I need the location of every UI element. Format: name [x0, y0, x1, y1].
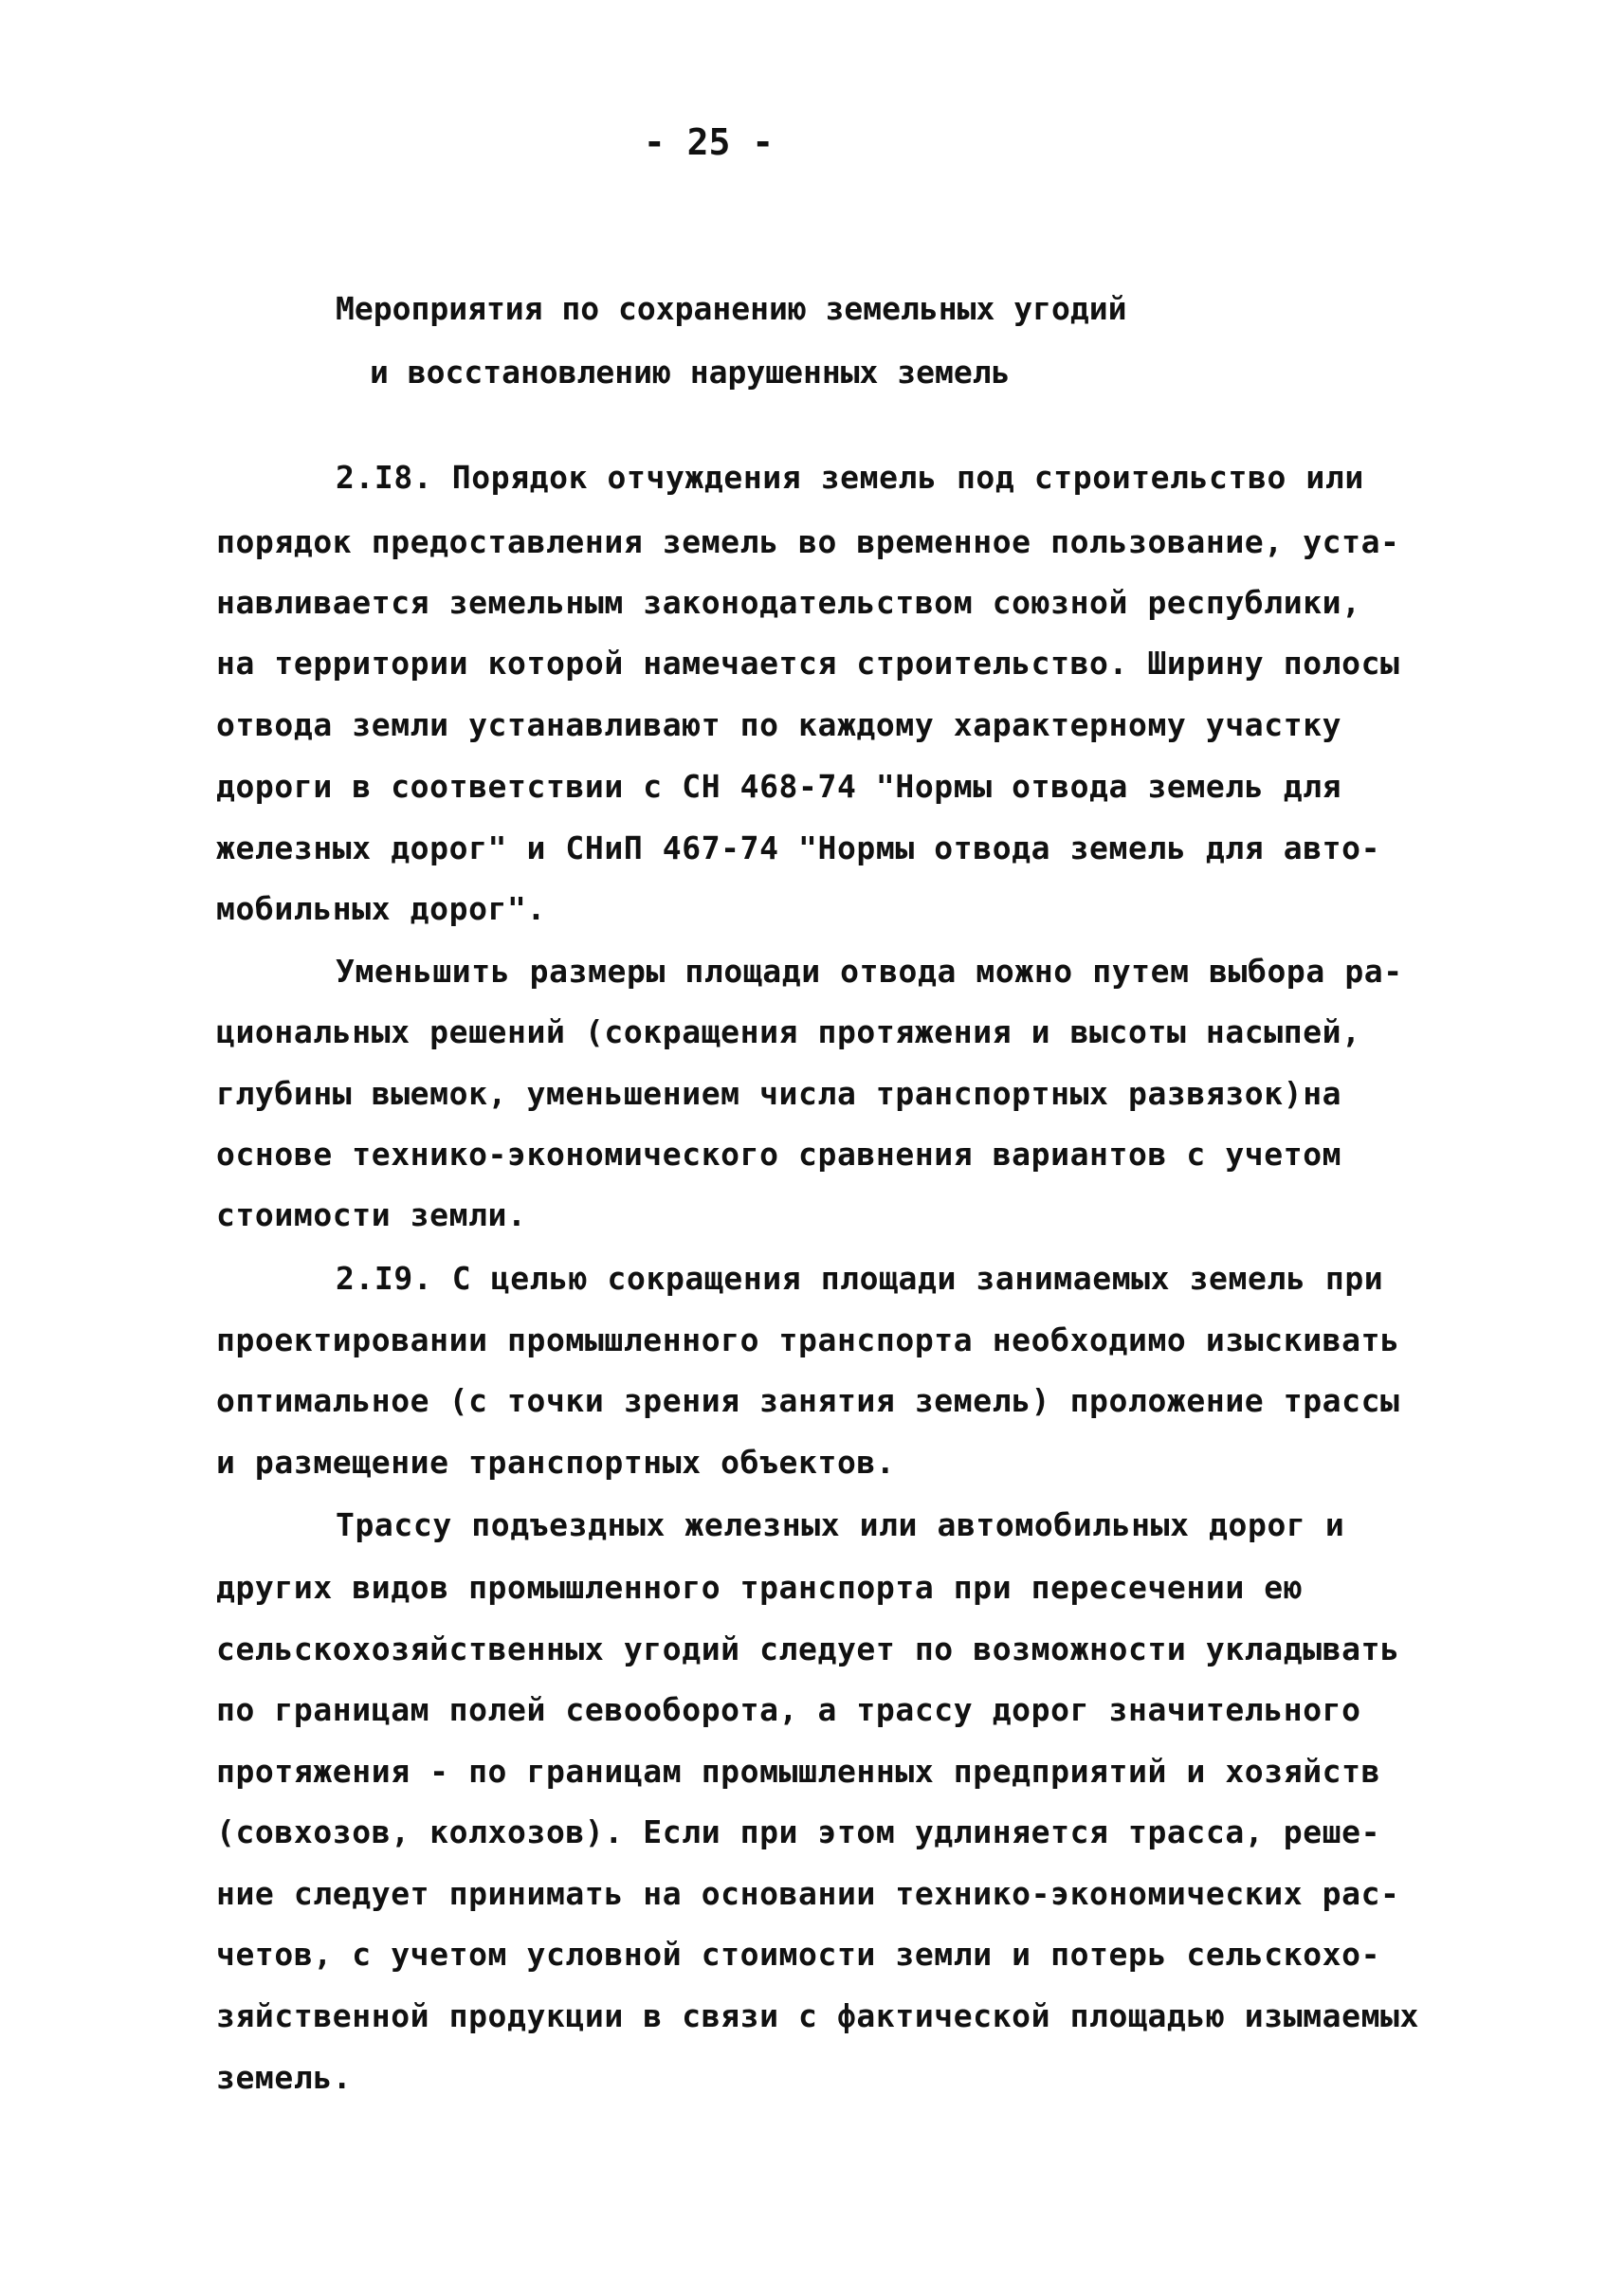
text-line: сельскохозяйственных угодий следует по возможности укладывать — [216, 1630, 1400, 1667]
text-line: Уменьшить размеры площади отвода можно путем выбора ра- — [336, 953, 1403, 990]
text-line: глубины выемок, уменьшением числа транспортных развязок)на — [216, 1075, 1342, 1112]
text-line: на территории которой намечается строительство. Ширину полосы — [216, 645, 1400, 682]
text-line: стоимости земли. — [216, 1196, 527, 1233]
text-line: циональных решений (сокращения протяжения и высоты насыпей, — [216, 1013, 1361, 1050]
text-line: железных дорог" и СНиП 467-74 "Нормы отвода земель для авто- — [216, 829, 1381, 866]
section-heading-line-1: Мероприятия по сохранению земельных угодий — [336, 290, 1127, 327]
text-line: ние следует принимать на основании технико-экономических рас- — [216, 1875, 1400, 1912]
section-heading-line-2: и восстановлению нарушенных земель — [370, 354, 1011, 391]
text-line: и размещение транспортных объектов. — [216, 1444, 896, 1481]
text-line: отвода земли устанавливают по каждому характерному участку — [216, 706, 1342, 743]
text-line: зяйственной продукции в связи с фактической площадью изымаемых — [216, 1997, 1419, 2034]
text-line: порядок предоставления земель во временное пользование, уста- — [216, 523, 1400, 560]
text-line: Трассу подъездных железных или автомобильных дорог и — [336, 1506, 1345, 1543]
page-number: - 25 - — [643, 121, 775, 163]
text-line: проектировании промышленного транспорта необходимо изыскивать — [216, 1321, 1400, 1358]
text-line: навливается земельным законодательством союзной республики, — [216, 584, 1361, 621]
text-line: протяжения - по границам промышленных предприятий и хозяйств — [216, 1753, 1381, 1790]
text-line: дороги в соответствии с СН 468-74 "Нормы отвода земель для — [216, 768, 1342, 805]
text-line: земель. — [216, 2059, 353, 2096]
text-line: мобильных дорог". — [216, 890, 546, 927]
text-line: (совхозов, колхозов). Если при этом удлиняется трасса, реше- — [216, 1813, 1381, 1850]
text-line: по границам полей севооборота, а трассу дорог значительного — [216, 1691, 1361, 1728]
text-line: 2.I9. С целью сокращения площади занимаемых земель при — [336, 1260, 1384, 1297]
text-line: четов, с учетом условной стоимости земли и потерь сельскохо- — [216, 1936, 1381, 1973]
text-line: 2.I8. Порядок отчуждения земель под строительство или — [336, 459, 1364, 496]
text-line: основе технико-экономического сравнения вариантов с учетом — [216, 1136, 1342, 1173]
text-line: других видов промышленного транспорта при пересечении ею — [216, 1569, 1304, 1606]
text-line: оптимальное (с точки зрения занятия земель) проложение трассы — [216, 1382, 1400, 1419]
